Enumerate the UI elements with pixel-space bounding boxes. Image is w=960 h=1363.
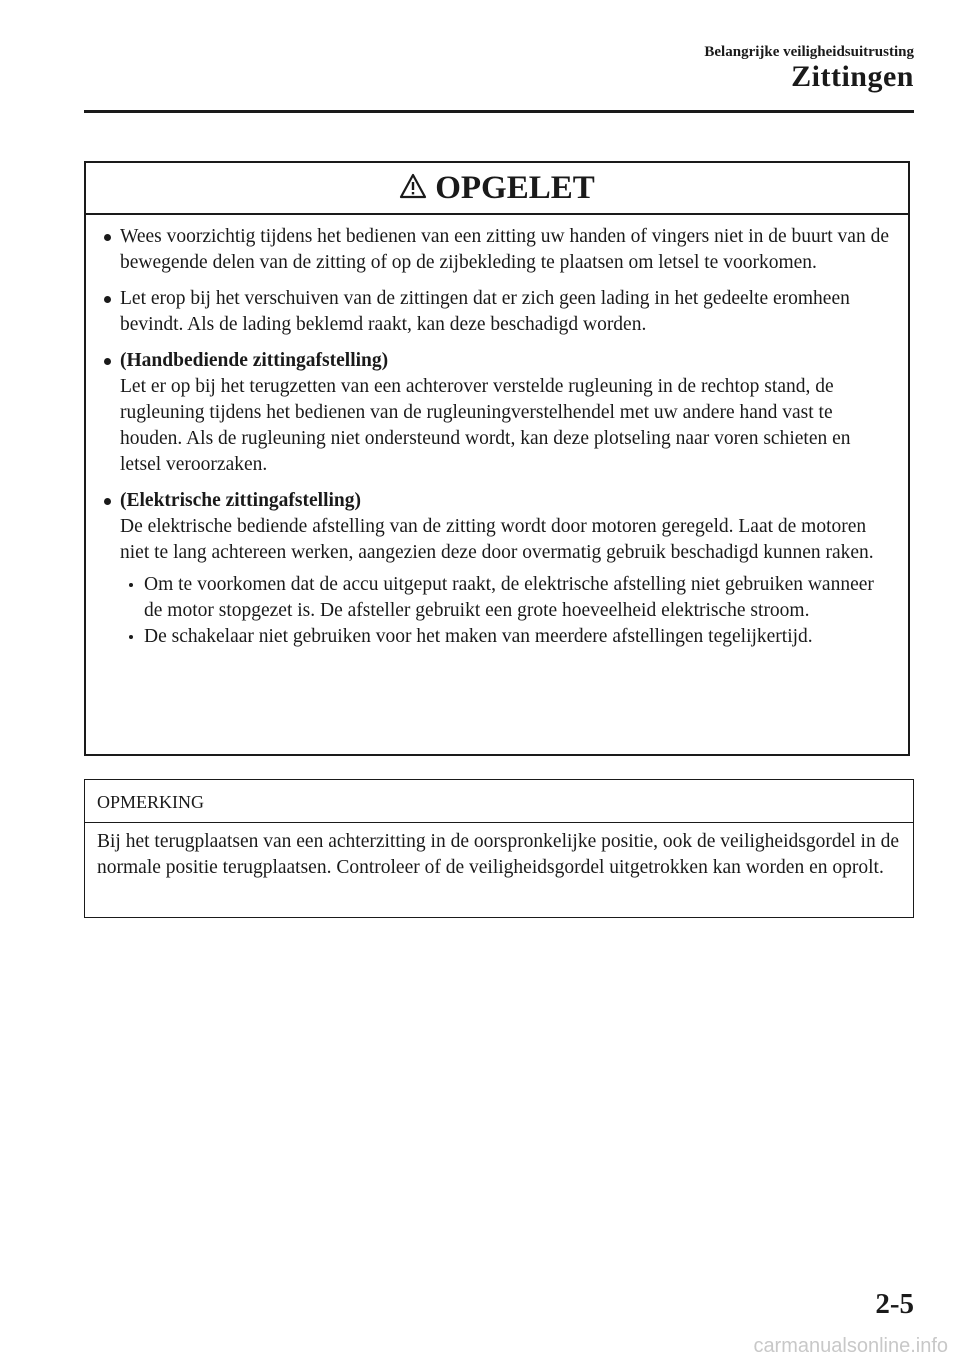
caution-item-text: Let erop bij het verschuiven van de zittingen dat er zich geen lading in het gedeelte eromheen bevindt. Als de lading beklemd raakt, kan deze beschadigd worden. [120, 288, 850, 335]
caution-item [102, 224, 890, 276]
note-title: OPMERKING [85, 780, 913, 823]
page-number: 2-5 [875, 1288, 914, 1320]
caution-item-title: (Handbediende zittingafstelling) [120, 350, 389, 371]
page-title: Zittingen [791, 60, 914, 93]
note-box [84, 779, 914, 918]
header-divider [84, 110, 914, 113]
section-heading: Belangrijke veiligheidsuitrusting [704, 44, 914, 60]
caution-item-text: Wees voorzichtig tijdens het bedienen van een zitting uw handen of vingers niet in de buurt van de bewegende delen van de zitting of op de zijbekleding te plaatsen om letsel te voorkomen. [120, 226, 889, 273]
caution-title: OPGELET [435, 169, 595, 206]
caution-body [86, 215, 908, 650]
caution-header [86, 163, 908, 215]
caution-subitem-text: Om te voorkomen dat de accu uitgeput raakt, de elektrische afstelling niet gebruiken wanneer de motor stopgezet is. De afsteller gebruikt een grote hoeveelheid elektrische stroom. [144, 574, 874, 621]
caution-item [102, 286, 890, 338]
caution-item-text: Let er op bij het terugzetten van een achterover verstelde rugleuning in de rechtop stand, de rugleuning tijdens het bedienen van de rugleuningverstelhendel met uw andere hand vast te houden. Als de rugleuning niet ondersteund wordt, kan deze plotseling naar voren schieten en letsel veroorzaken. [120, 376, 851, 475]
caution-subitem-text: De schakelaar niet gebruiken voor het maken van meerdere afstellingen tegelijkertijd. [144, 626, 813, 647]
caution-item-title: (Elektrische zittingafstelling) [120, 490, 361, 511]
caution-subitem [102, 624, 890, 650]
caution-box [84, 161, 910, 756]
caution-item [102, 488, 890, 566]
warning-triangle-icon [399, 173, 427, 199]
note-text: Bij het terugplaatsen van een achterzitting in de oorspronkelijke positie, ook de veiligheidsgordel in de normale positie terugplaatsen. Controleer of de veiligheidsgordel uitgetrokken kan worden en oprolt. [97, 831, 899, 878]
caution-subitem [102, 572, 890, 624]
caution-item [102, 348, 890, 478]
caution-item-text: De elektrische bediende afstelling van de zitting wordt door motoren geregeld. Laat de motoren niet te lang achtereen werken, aangezien deze door overmatig gebruik beschadigd kunnen raken. [120, 516, 874, 563]
watermark: carmanualsonline.info [753, 1335, 948, 1357]
